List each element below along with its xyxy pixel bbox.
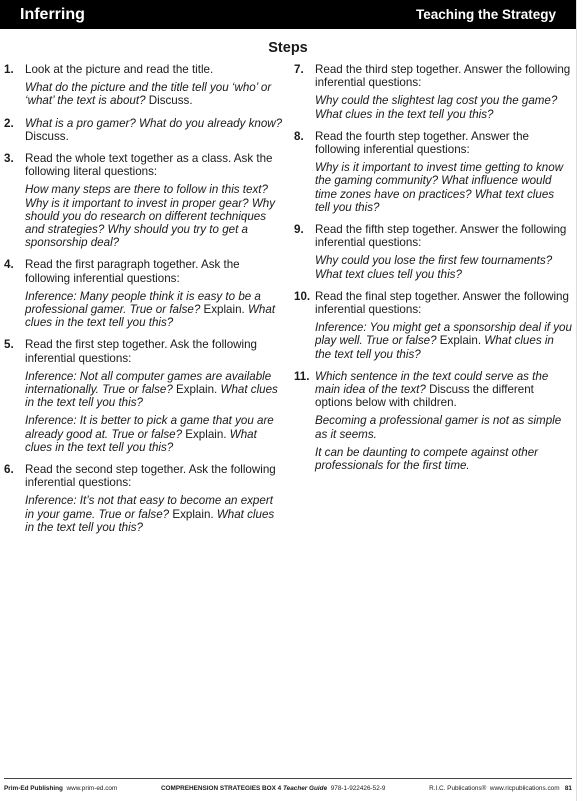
step-question: How many steps are there to follow in this text? Why is it important to invest in proper gear? Why should you do research on different techniques and strategies? Why should you try to get a sponsorship deal? [25,183,276,250]
footer-series: COMPREHENSION STRATEGIES BOX 4 Teacher Guide 978-1-922426-52-9 [160,784,386,792]
step-5 [4,338,285,454]
step-number: 5. [4,338,14,352]
page-edge [576,0,577,801]
section-title: Inferring [20,5,85,23]
step-text: Read the fourth step together. Answer the following inferential questions: [315,129,529,157]
step-question: Inference: Many people think it is easy to be a professional gamer. True or false? Explain. What clues in the text tell you this? [25,289,276,330]
step-number: 7. [294,63,304,76]
step-1 [4,63,285,108]
step-text: Read the first step together. Ask the following inferential questions: [25,338,258,365]
left-column [4,63,285,543]
page-heading: Steps [268,40,308,56]
page-number: 81 [564,784,572,792]
main-idea-option: It can be daunting to compete against other professionals for the first time. [315,445,539,473]
step-8 [294,130,572,214]
step-4 [4,258,285,329]
step-text: What is a pro gamer? What do you already know? Discuss. [25,116,283,143]
step-9 [294,223,572,281]
step-7 [294,63,572,121]
footer-ric: R.I.C. Publications® www.ricpublications.com 81 [429,784,572,792]
step-11 [294,370,572,472]
step-number: 6. [4,463,14,477]
step-number: 9. [294,223,304,237]
step-text: Read the first paragraph together. Ask the following inferential questions: [25,258,240,285]
step-number: 2. [4,116,14,130]
step-text: Read the second step together. Ask the following inferential questions: [25,463,276,490]
footer-publisher: Prim-Ed Publishing www.prim-ed.com [4,784,118,792]
step-question: Why could you lose the first few tournaments? What text clues tell you this? [315,254,553,281]
page-footer [4,781,572,795]
step-number: 11. [294,369,310,383]
step-question: Inference: It is better to pick a game that you are already good at. True or false? Explain. What clues in the text tell you this? [25,414,274,454]
main-idea-option: Becoming a professional gamer is not as simple as it seems. [315,414,562,441]
step-text: Read the fifth step together. Answer the following inferential questions: [315,223,567,250]
right-column [294,63,572,481]
step-text: Look at the picture and read the title. [25,63,214,76]
step-question: Why could the slightest lag cost you the game? What clues in the text tell you this? [315,94,558,121]
step-question: What do the picture and the title tell you ‘who’ or ‘what’ the text is about? Discuss. [25,81,272,108]
step-text: Read the third step together. Answer the following inferential questions: [315,63,571,90]
step-text: Read the whole text together as a class. Ask the following literal questions: [25,152,273,179]
step-10 [294,290,572,361]
step-question: Inference: You might get a sponsorship deal if you play well. True or false? Explain. What clues in the text tell you this? [315,321,572,361]
step-question: Inference: Not all computer games are available internationally. True or false? Explain. What clues in the text tell you this? [25,369,278,410]
step-text: Which sentence in the text could serve as the main idea of the text? Discuss the different options below with children. [315,369,549,410]
step-6 [4,463,285,534]
step-number: 10. [294,289,311,303]
step-number: 1. [4,63,14,76]
footer-divider [4,778,572,779]
step-number: 4. [4,258,14,272]
step-number: 3. [4,152,14,166]
step-number: 8. [294,129,304,143]
section-subtitle: Teaching the Strategy [415,7,556,22]
step-question: Inference: It’s not that easy to become an expert in your game. True or false? Explain. What clues in the text tell you this? [25,494,275,534]
step-2 [4,117,285,143]
step-text: Read the final step together. Answer the following inferential questions: [315,289,569,317]
page-header [0,0,576,29]
step-3 [4,152,285,249]
step-question: Why is it important to invest time getting to know the gaming community? What influence would time zones have on practices? What text clues tell you this? [315,161,564,214]
